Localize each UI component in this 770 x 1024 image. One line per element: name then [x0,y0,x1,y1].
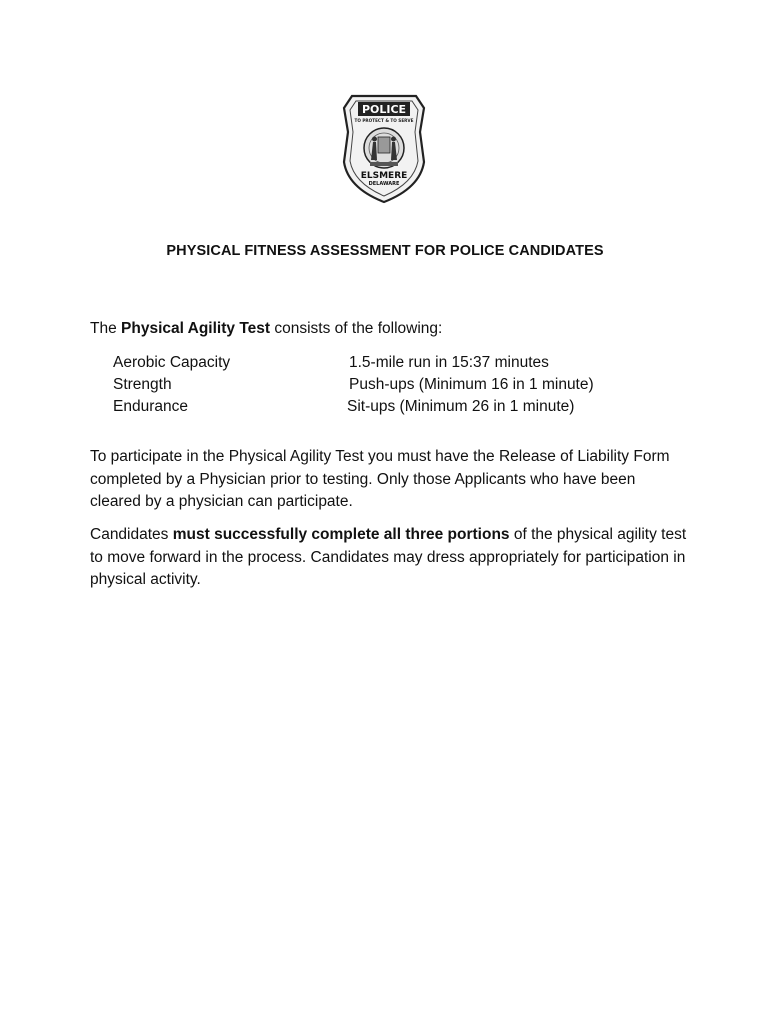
intro-line [90,320,442,338]
svg-text:ELSMERE: ELSMERE [360,171,408,181]
svg-text:DELAWARE: DELAWARE [368,181,400,187]
svg-text:TO PROTECT & TO SERVE: TO PROTECT & TO SERVE [354,118,414,123]
intro-text-after: consists of the following: [270,320,443,337]
test-name: Strength [113,376,172,393]
completion-bold-text: must successfully complete all three portions [172,526,510,543]
completion-text-before: Candidates [90,526,173,543]
test-row [113,354,673,376]
svg-text:POLICE: POLICE [361,103,407,116]
test-name: Aerobic Capacity [113,354,231,371]
test-list [113,354,673,420]
police-badge-logo [340,92,428,204]
test-requirement: 1.5-mile run in 15:37 minutes [349,354,549,371]
intro-bold-term: Physical Agility Test [121,320,271,337]
test-row [113,376,673,398]
intro-text-before: The [90,320,122,337]
liability-paragraph: To participate in the Physical Agility Test you must have the Release of Liability Form completed by a Physician prior to testing. Only those Applicants who have been cleared by a physician can participate. [90,448,670,510]
test-row [113,398,673,420]
completion-paragraph [90,524,690,592]
completion-text-after: of the physical agility test to move forward in the process. Candidates may dress appropriately for participation in physical activity. [90,526,687,588]
test-requirement: Sit-ups (Minimum 26 in 1 minute) [347,398,575,415]
test-name: Endurance [113,398,188,415]
document-title: PHYSICAL FITNESS ASSESSMENT FOR POLICE CANDIDATES [166,243,604,259]
test-requirement: Push-ups (Minimum 16 in 1 minute) [349,376,594,393]
